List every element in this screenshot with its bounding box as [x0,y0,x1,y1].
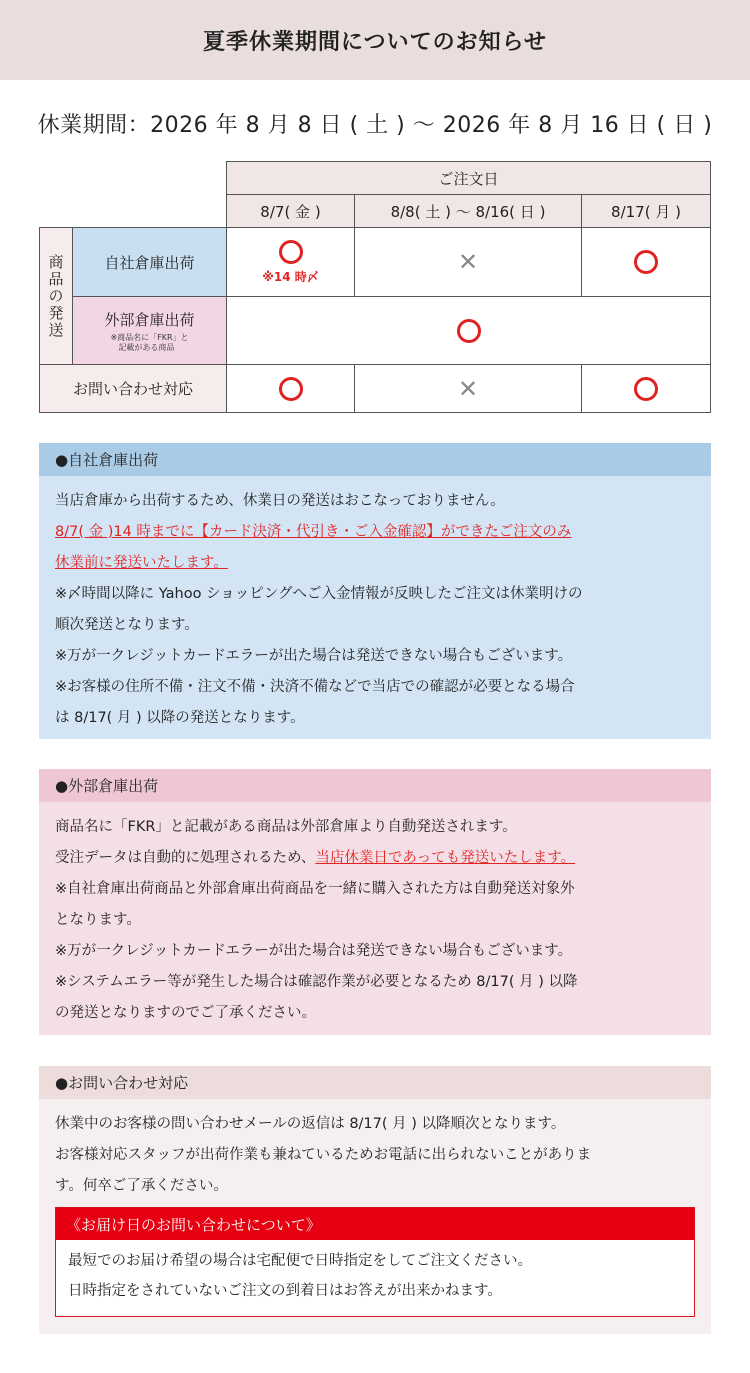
closure-period: 休業期間：2026 年 8 月 8 日 ( 土 ) 〜 2026 年 8 月 16 日 ( 日 ) [37,113,713,138]
row-label-external-warehouse [72,296,227,365]
inquiry-holiday-cell [354,364,582,413]
page-header [0,0,750,80]
inquiry-text-line: 休業中のお客様の問い合わせメールの返信は 8/17( 月 ) 以降順次となります。 [55,1116,566,1132]
external-text-line: ※システムエラー等が発生した場合は確認作業が必要となるため 8/17( 月 ) 以降 [55,974,578,990]
own-highlight-line: 8/7( 金 )14 時までに【カード決済・代引き・ご入金確認】ができたご注文のみ [55,524,572,540]
external-text-line: ※自社倉庫出荷商品と外部倉庫出荷商品を一緒に購入された方は自動発送対象外 [55,881,575,897]
circle-icon [279,377,303,401]
own-warehouse-heading: ●自社倉庫出荷 [39,443,711,476]
circle-icon [634,250,658,274]
own-text-line: ※〆時間以降に Yahoo ショッピングへご入金情報が反映したご注文は休業明けの [55,586,583,602]
external-note [110,333,188,353]
inquiry-0807-cell [226,364,355,413]
own-warehouse-section [39,443,711,739]
cross-icon: ✕ [457,248,479,276]
external-warehouse-section [39,769,711,1035]
circle-icon [457,319,481,343]
own-text-line: ※お客様の住所不備・注文不備・決済不備などで当店での確認が必要となる場合 [55,679,575,695]
delivery-date-notice [55,1207,695,1317]
external-text-line: の発送となりますのでご了承ください。 [55,1005,316,1021]
delivery-notice-heading: 《お届け日のお問い合わせについて》 [56,1208,694,1240]
column-header-0817: 8/17( 月 ) [581,194,711,228]
inquiry-text-line: す。何卒ご了承ください。 [55,1178,228,1194]
cross-icon: ✕ [457,374,479,403]
own-holiday-cell [354,227,582,297]
own-0807-cell [226,227,355,297]
own-text-line: は 8/17( 月 ) 以降の発送となります。 [55,710,305,726]
own-warehouse-body [39,476,711,739]
external-note-line1: ※商品名に「FKR」と [110,332,189,342]
row-label-own-warehouse: 自社倉庫出荷 [72,227,227,297]
external-text-line [55,843,695,874]
delivery-notice-body [56,1240,694,1312]
column-header-0807: 8/7( 金 ) [226,194,355,228]
external-text-line: となります。 [55,912,141,928]
inquiry-section [39,1066,711,1334]
external-text-line: ※万が一クレジットカードエラーが出た場合は発送できない場合もございます。 [55,943,573,959]
delivery-text-line: 最短でのお届け希望の場合は宅配便で日時指定をしてご注文ください。 [68,1253,532,1269]
order-date-header: ご注文日 [226,161,711,195]
inquiry-text-line: お客様対応スタッフが出荷作業も兼ねているためお電話に出られないことがありま [55,1147,592,1163]
shipping-group-label [39,227,73,365]
own-highlight-line: 休業前に発送いたします。 [55,555,228,571]
external-text-line: 商品名に「FKR」と記載がある商品は外部倉庫より自動発送されます。 [55,819,517,835]
own-0817-cell [581,227,711,297]
external-warehouse-body [39,802,711,1035]
schedule-table [39,161,711,413]
external-all-dates-cell [226,296,711,365]
cutoff-note: ※14 時〆 [262,269,319,284]
external-warehouse-heading: ●外部倉庫出荷 [39,769,711,802]
own-text-line: 順次発送となります。 [55,617,199,633]
inquiry-heading: ●お問い合わせ対応 [39,1066,711,1099]
column-header-holiday: 8/8( 土 ) 〜 8/16( 日 ) [354,194,582,228]
own-text-line: 当店倉庫から出荷するため、休業日の発送はおこなっておりません。 [55,493,505,509]
row-label-inquiry: お問い合わせ対応 [39,364,227,413]
external-highlight-segment: 当店休業日であっても発送いたします。 [315,850,576,866]
inquiry-0817-cell [581,364,711,413]
page-title: 夏季休業期間についてのお知らせ [203,29,547,55]
circle-icon [279,240,303,264]
external-label: 外部倉庫出荷 [104,310,195,329]
own-text-line: ※万が一クレジットカードエラーが出た場合は発送できない場合もございます。 [55,648,573,664]
circle-icon [634,377,658,401]
external-note-line2: 記載がある商品 [118,342,175,352]
delivery-text-line: 日時指定をされていないご注文の到着日はお答えが出来かねます。 [68,1283,502,1299]
shipping-group-text: 商品の発送 [46,253,65,339]
external-text-segment: 受注データは自動的に処理されるため、 [55,850,316,866]
